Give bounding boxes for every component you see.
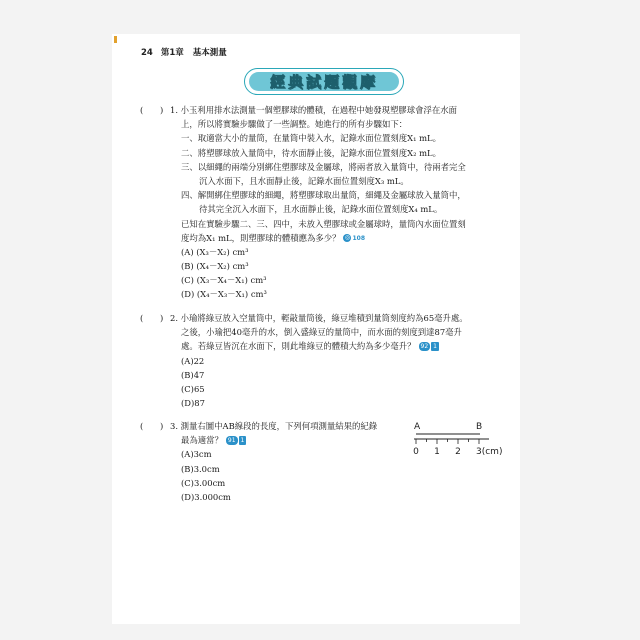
question-body xyxy=(170,419,377,504)
banner-inner xyxy=(249,72,399,91)
option-c: (C)65 xyxy=(181,383,205,394)
tick-label-2: 2 xyxy=(455,447,461,457)
option-c: (C) (X₃－X₄－X₁) cm³ xyxy=(181,275,267,286)
question-line: 3. 測量右圖中AB線段的長度，下列何項測量結果的紀錄 xyxy=(170,421,378,431)
question-step: 沉入水面下，且水面靜止後，記錄水面位置刻度X₃ mL。 xyxy=(199,175,409,186)
question-line: 上，所以將實驗步驟做了一些調整。她進行的所有步驟如下： xyxy=(181,119,408,130)
exam-year-tag: 91 xyxy=(227,437,236,445)
option-c: (C)3.00cm xyxy=(181,477,226,488)
chapter-label: 第1章 xyxy=(160,48,184,58)
question-line-text: 度均為X₁ mL，則塑膠球的體積應為多少？ xyxy=(181,232,341,243)
option-d: (D) (X₄－X₃－X₁) cm³ xyxy=(181,289,267,300)
tick-label-3: 3(cm) xyxy=(476,447,503,457)
question-line xyxy=(170,231,466,245)
page-marker xyxy=(114,36,117,43)
option-b: (B) (X₄－X₂) cm³ xyxy=(181,261,249,272)
option-a: (A)22 xyxy=(181,355,205,366)
question-step: 一、取適當大小的量筒，在量筒中裝入水，記錄水面位置刻度X₁ mL。 xyxy=(181,133,441,144)
page-number: 24 xyxy=(141,48,153,58)
option-d: (D)3.000cm xyxy=(181,491,231,502)
exam-year-tag: 92 xyxy=(420,343,429,351)
option-d: (D)87 xyxy=(181,398,205,409)
ruler-figure xyxy=(412,420,512,460)
question-step: 待其完全沉入水面下，且水面靜止後，記錄水面位置刻度X₄ mL。 xyxy=(199,204,443,215)
question-body xyxy=(170,103,466,302)
option-b: (B)47 xyxy=(181,369,205,380)
exam-source-icon: ◎ xyxy=(344,234,351,242)
question-line: 已知在實驗步驟二、三、四中，未放入塑膠球或金屬球時，量筒內水面位置刻 xyxy=(181,218,466,229)
ruler-ticks xyxy=(416,439,479,444)
banner-title: 經典試題觀摩 xyxy=(269,73,378,91)
question-line-text: 最為適當？ xyxy=(181,435,223,446)
question-step: 三、以細繩的兩端分別綁住塑膠球及金屬球，將兩者放入量筒中，待兩者完全 xyxy=(181,161,466,172)
answer-blank: ( ) xyxy=(140,105,164,115)
option-b: (B)3.0cm xyxy=(181,463,220,474)
question-line-text: 處。若綠豆皆沉在水面下，則此堆綠豆的體積大約為多少毫升？ xyxy=(181,341,416,352)
chapter-title: 基本測量 xyxy=(192,48,227,58)
exam-year-tag: 108 xyxy=(352,234,366,242)
option-a: (A)3cm xyxy=(181,449,212,460)
question-step: 二、將塑膠球放入量筒中，待水面靜止後，記錄水面位置刻度X₂ mL。 xyxy=(181,147,441,158)
question-body xyxy=(170,311,468,410)
point-b-label: B xyxy=(476,422,483,432)
tick-label-0: 0 xyxy=(413,447,419,457)
page-header xyxy=(141,46,227,58)
question-line xyxy=(170,339,468,353)
question-line: 之後，小瑜把40毫升的水，倒入盛綠豆的量筒中，而水面的刻度到達87毫升 xyxy=(181,327,462,338)
question-line xyxy=(170,433,377,447)
exam-number-tag: 1 xyxy=(240,437,245,445)
option-a: (A) (X₃－X₂) cm³ xyxy=(181,246,249,257)
question-step: 四、解開綁住塑膠球的細繩，將塑膠球取出量筒，細繩及金屬球放入量筒中， xyxy=(181,190,466,201)
exam-number-tag: 1 xyxy=(433,343,437,351)
answer-blank: ( ) xyxy=(140,421,164,431)
section-banner xyxy=(244,68,404,95)
point-a-label: A xyxy=(414,422,421,432)
question-line: 2. 小瑜將綠豆放入空量筒中，輕敲量筒後，綠豆堆積到量筒刻度約為65毫升處。 xyxy=(170,313,468,323)
tick-label-1: 1 xyxy=(434,447,440,457)
question-line: 1. 小玉利用排水法測量一個塑膠球的體積，在過程中她發現塑膠球會浮在水面 xyxy=(170,105,458,115)
answer-blank: ( ) xyxy=(140,313,164,323)
